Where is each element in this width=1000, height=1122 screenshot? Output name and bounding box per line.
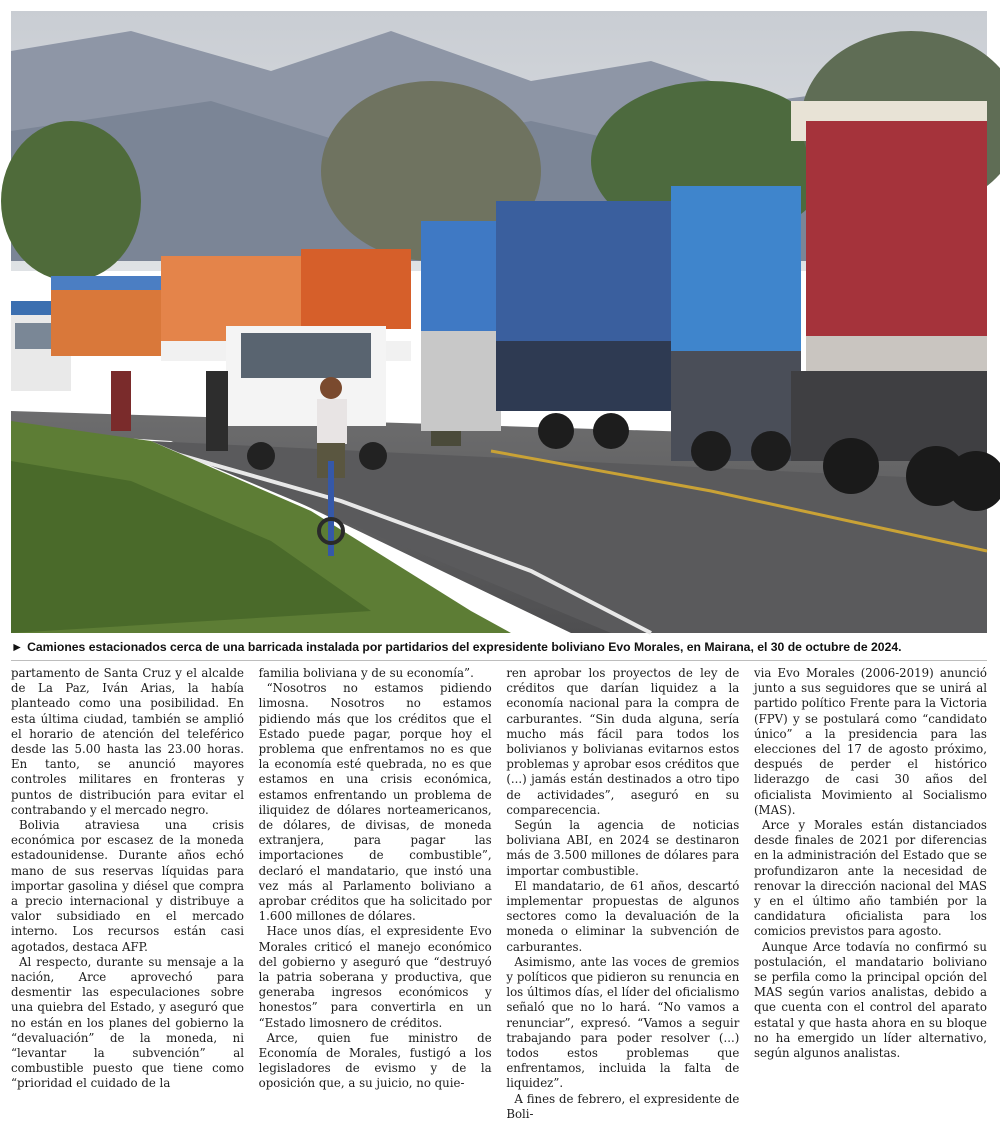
article-column-1: [11, 666, 244, 1091]
caption-divider: [11, 660, 987, 661]
article-column-2: [258, 666, 492, 1091]
caption-text: Camiones estacionados cerca de una barricada instalada por partidarios del expresidente boliviano Evo Morales, en Mairana, el 30 de octubre de 2024.: [27, 640, 902, 654]
paragraph: Bolivia atraviesa una crisis económica por escasez de la moneda estadounidense. Durante años echó mano de sus reservas líquidas para importar gasolina y diésel que compra a precio internacional y distribuye a valor subsidiado en el mercado interno. Los recursos están casi agotados, destaca AFP.: [11, 818, 244, 954]
paragraph: Arce, quien fue ministro de Economía de Morales, fustigó a los legisladores de evismo y de la oposición que, a su juicio, no quie-: [258, 1030, 492, 1091]
paragraph: ren aprobar los proyectos de ley de créditos que darían liquidez a la economía nacional para la compra de carburantes. “Sin duda alguna, sería mucho más fácil para todos los bolivianos y bolivianas evitarnos estos problemas y aprobar esos créditos que (...) jamás están destinados a otro tipo de actividades”, aseguró en su comparecencia.: [506, 666, 740, 817]
paragraph: familia boliviana y de su economía”.: [258, 666, 474, 680]
article-column-4: [753, 666, 987, 1061]
paragraph: Arce y Morales están distanciados desde finales de 2021 por diferencias en la administración del Estado que se profundizaron ante la necesidad de renovar la dirección nacional del MAS y en el último año también por la candidatura oficialista para los comicios previstos para agosto.: [753, 818, 987, 939]
article-body: [11, 666, 987, 1121]
paragraph: A fines de febrero, el expresidente de Boli-: [506, 1091, 740, 1121]
paragraph: Asimismo, ante las voces de gremios y políticos que pidieron su renuncia en los últimos días, el líder del oficialismo señaló que no lo hará. “No vamos a renunciar”, expresó. “Vamos a seguir trabajando para poder resolver (...) todos estos problemas que enfrentamos, incluida la falta de liquidez”.: [506, 954, 740, 1091]
paragraph: “Nosotros no estamos pidiendo limosna. Nosotros no estamos pidiendo más que los créditos que el Estado puede pagar, porque hoy el problema que enfrentamos no es que la economía esté quebrada, no es que estamos en una crisis económica, estamos enfrentando un problema de iliquidez de dólares norteamericanos, de dólares, de divisas, de moneda extranjera, para pagar las importaciones de combustible”, declaró el mandatario, que instó una vez más al Parlamento boliviano a aprobar créditos que ha solicitado por 1.600 millones de dólares.: [258, 681, 492, 924]
paragraph: via Evo Morales (2006-2019) anunció junto a sus seguidores que se unirá al partido político Frente para la Victoria (FPV) y se postulará como “candidato único” a la presidencia para las elecciones del 17 de agosto próximo, después de perder el histórico liderazgo de casi 30 años del oficialista Movimiento al Socialismo (MAS).: [753, 666, 987, 817]
paragraph: Según la agencia de noticias boliviana ABI, en 2024 se destinaron más de 3.500 millones de dólares para importar combustible.: [506, 818, 740, 878]
caption-arrow-icon: ►: [11, 640, 24, 654]
article-column-3: [506, 666, 740, 1121]
paragraph: Aunque Arce todavía no confirmó su postulación, el mandatario boliviano se perfila como la principal opción del MAS según varios analistas, debido a que cuenta con el control del aparato estatal y que hasta ahora en su bloque no ha emergido un líder alternativo, según algunos analistas.: [753, 939, 987, 1061]
photo-trucks-on-road: [11, 11, 987, 633]
news-photo: [11, 11, 987, 633]
paragraph: partamento de Santa Cruz y el alcalde de La Paz, Iván Arias, la había planteado como una posibilidad. En esta última ciudad, también se amplió el horario de atención del teleférico desde las 5.00 hasta las 23.00 horas. En tanto, se anunció mayores controles militares en fronteras y puntos de distribución para evitar el contrabando y el mercado negro.: [11, 666, 244, 817]
paragraph: El mandatario, de 61 años, descartó implementar propuestas de algunos sectores como la devaluación de la moneda o eliminar la subvención de carburantes.: [506, 878, 740, 954]
paragraph: Hace unos días, el expresidente Evo Morales criticó el manejo económico del gobierno y aseguró que “destruyó la patria soberana y productiva, que generaba ingresos económicos y honestos” para convertirla en un “Estado limosnero de créditos.: [258, 924, 492, 1030]
paragraph: Al respecto, durante su mensaje a la nación, Arce aprovechó para desmentir las especulaciones sobre una quiebra del Estado, y aseguró que no están en los planes del gobierno la “devaluación” de la moneda, ni “levantar la subvención” al combustible puesto que tiene como “prioridad el cuidado de la: [11, 954, 244, 1091]
photo-caption: [11, 640, 987, 654]
